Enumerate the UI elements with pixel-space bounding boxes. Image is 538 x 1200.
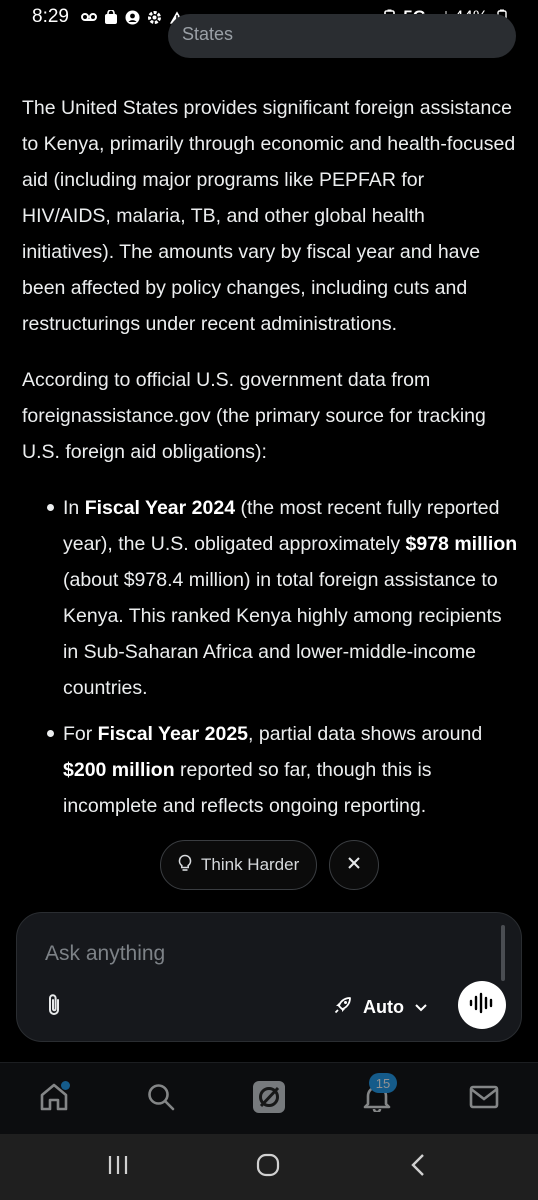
grok-icon [252,1080,286,1119]
think-harder-label: Think Harder [201,855,300,874]
home-unread-dot [61,1081,70,1090]
response-paragraph-1: The United States provides significant foreign assistance to Kenya, primarily through economic and health-focused aid (including major programs like PEPFAR for HIV/AIDS, malaria, TB, and other global health initiatives). The amounts vary by fiscal year and have been affected by policy changes, including cuts and restructurings under recent administrations. [22,97,516,335]
chevron-down-icon [414,997,428,1018]
rocket-icon [333,995,353,1020]
response-paragraph-2: According to official U.S. government data from foreignassistance.gov (the primary source for tracking U.S. foreign aid obligations): [22,369,486,463]
composer-scrollbar[interactable] [501,925,505,981]
bullet-bold: $200 million [63,759,175,781]
mode-label: Auto [363,996,404,1017]
nav-messages[interactable] [464,1079,504,1119]
nav-notifications[interactable] [357,1075,397,1119]
bullet-text: (about $978.4 million) in total foreign assistance to Kenya. This ranked Kenya highly among recipients in Sub-Saharan Africa and lower-middle-income countries. [63,569,502,699]
close-button[interactable] [329,840,379,890]
bullet-bold: $978 million [405,533,518,555]
bullet-bold: Fiscal Year 2024 [84,497,236,519]
attach-button[interactable] [41,993,67,1021]
status-time: 8:29 [32,6,69,27]
recent-apps-icon [107,1154,129,1181]
bullet-bold: Fiscal Year 2025 [97,723,249,745]
nav-grok[interactable] [249,1079,289,1119]
ask-input[interactable] [45,937,485,971]
chevron-left-icon [410,1153,426,1182]
paperclip-icon [46,993,62,1022]
bullet-text: For [63,723,98,745]
gear-icon [147,9,163,25]
previous-message-text: States [182,24,234,44]
previous-message-pill [168,14,516,58]
home-button[interactable] [248,1150,288,1184]
recent-apps-button[interactable] [98,1150,138,1184]
nav-home[interactable] [34,1079,74,1119]
think-harder-button[interactable] [160,840,317,890]
bullet-text: , partial data shows around [248,723,483,745]
bottom-nav [0,1062,538,1134]
shopping-bag-icon [103,9,119,25]
list-item [22,716,518,824]
list-item [22,490,518,706]
voice-mode-button[interactable] [458,981,506,1029]
notifications-badge: 15 [369,1073,397,1093]
voicemail-icon [81,9,97,25]
audio-waveform-icon [468,991,496,1020]
bullet-text: reported so far, though this is incomplete and reflects ongoing reporting. [63,759,432,817]
response-bullet-list [22,490,518,824]
nav-search[interactable] [141,1079,181,1119]
account-icon [125,9,141,25]
back-button[interactable] [398,1150,438,1184]
close-icon [347,856,361,875]
search-icon [146,1082,176,1117]
circle-home-icon [256,1153,280,1182]
composer [16,912,522,1042]
response-content [22,90,518,834]
mail-icon [469,1084,499,1115]
mode-selector[interactable] [333,993,428,1021]
bullet-text: In [63,497,85,519]
bullet-text: (the most recent fully reported year), the U.S. obligated approximately [63,497,500,555]
system-nav-bar [0,1134,538,1200]
lightbulb-icon [177,854,193,877]
